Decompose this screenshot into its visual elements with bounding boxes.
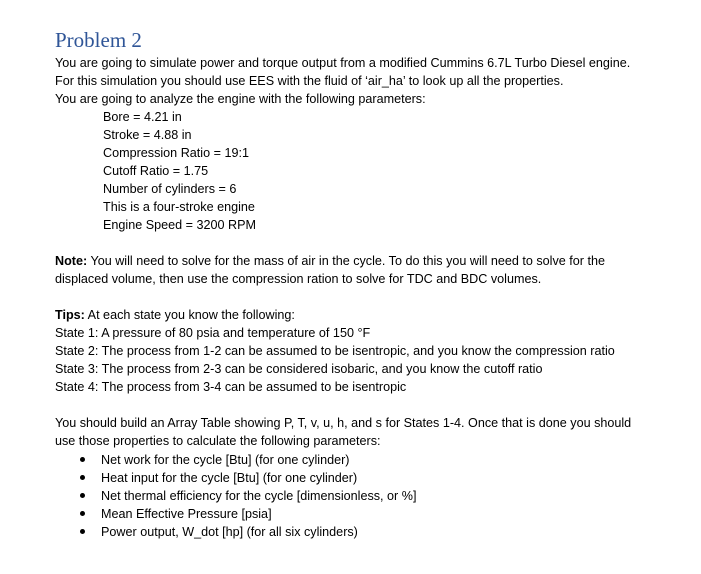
- bullet-text: Net work for the cycle [Btu] (for one cylinder): [101, 453, 350, 467]
- bullet-mep: [80, 506, 272, 523]
- bullet-net-work: [80, 452, 349, 469]
- array-table-line-2: use those properties to calculate the following parameters:: [55, 434, 381, 448]
- tips-text-1: At each state you know the following:: [84, 308, 295, 322]
- param-compression-ratio: Compression Ratio = 19:1: [103, 146, 249, 160]
- bullet-dot-icon: [80, 493, 85, 498]
- bullet-text: Mean Effective Pressure [psia]: [101, 507, 272, 521]
- tips-state-3: State 3: The process from 2-3 can be considered isobaric, and you know the cutoff ratio: [55, 362, 543, 376]
- note-line-1: [55, 253, 605, 270]
- note-line-2: displaced volume, then use the compression ration to solve for TDC and BDC volumes.: [55, 272, 542, 286]
- intro-line-3: You are going to analyze the engine with the following parameters:: [55, 92, 426, 106]
- param-engine-speed: Engine Speed = 3200 RPM: [103, 218, 256, 232]
- bullet-thermal-efficiency: [80, 488, 416, 505]
- param-cutoff-ratio: Cutoff Ratio = 1.75: [103, 164, 209, 178]
- bullet-dot-icon: [80, 511, 85, 516]
- param-four-stroke: This is a four-stroke engine: [103, 200, 255, 214]
- note-text-1: You will need to solve for the mass of air in the cycle. To do this you will need to solve for the: [87, 254, 605, 268]
- bullet-dot-icon: [80, 529, 85, 534]
- param-cylinders: Number of cylinders = 6: [103, 182, 237, 196]
- bullet-power-output: [80, 524, 358, 541]
- page-title: Problem 2: [55, 28, 142, 52]
- param-stroke: Stroke = 4.88 in: [103, 128, 192, 142]
- param-bore: Bore = 4.21 in: [103, 110, 182, 124]
- bullet-text: Net thermal efficiency for the cycle [dimensionless, or %]: [101, 489, 417, 503]
- bullet-text: Power output, W_dot [hp] (for all six cylinders): [101, 525, 358, 539]
- tips-state-1: State 1: A pressure of 80 psia and temperature of 150 °F: [55, 326, 371, 340]
- bullet-dot-icon: [80, 475, 85, 480]
- intro-line-1: You are going to simulate power and torque output from a modified Cummins 6.7L Turbo Diesel engine.: [55, 56, 631, 70]
- tips-label: Tips:: [55, 308, 85, 322]
- intro-line-2: For this simulation you should use EES with the fluid of ‘air_ha’ to look up all the properties.: [55, 74, 564, 88]
- tips-line-1: [55, 307, 295, 324]
- tips-state-2: State 2: The process from 1-2 can be assumed to be isentropic, and you know the compression ratio: [55, 344, 615, 358]
- tips-state-4: State 4: The process from 3-4 can be assumed to be isentropic: [55, 380, 407, 394]
- note-label: Note:: [55, 254, 88, 268]
- bullet-text: Heat input for the cycle [Btu] (for one cylinder): [101, 471, 358, 485]
- bullet-dot-icon: [80, 457, 85, 462]
- array-table-line-1: You should build an Array Table showing P, T, v, u, h, and s for States 1-4. Once that is done you should: [55, 416, 632, 430]
- bullet-heat-input: [80, 470, 357, 487]
